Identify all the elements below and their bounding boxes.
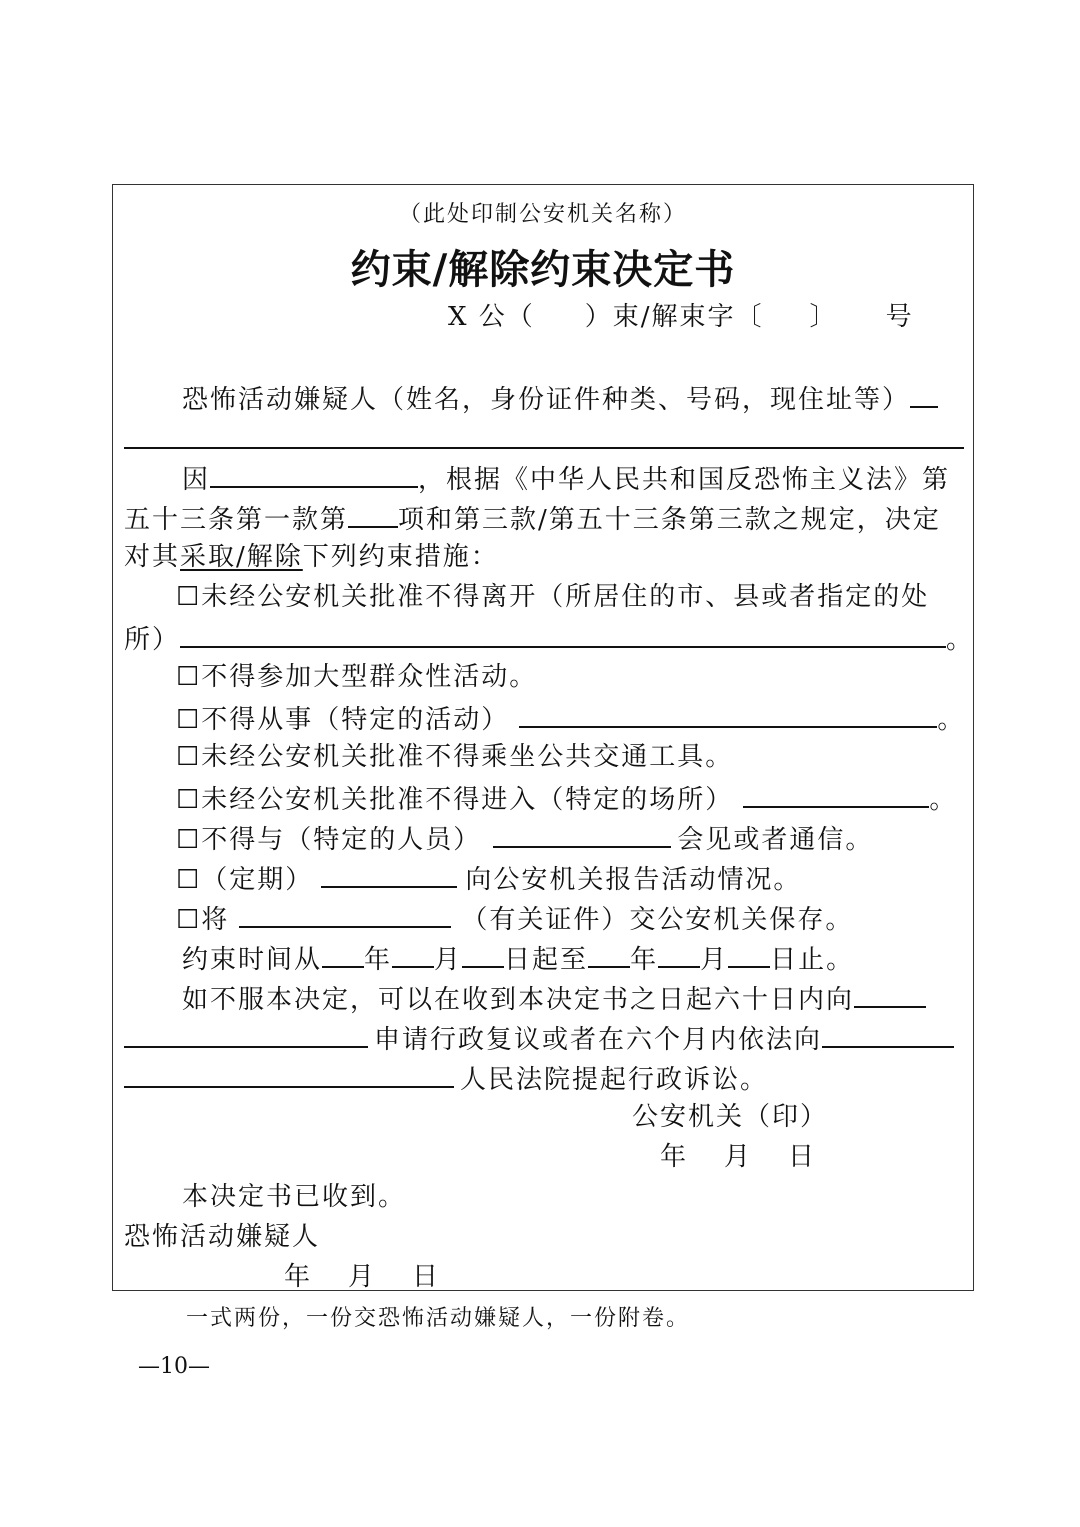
police-seal: 公安机关（印） [632, 1102, 829, 1132]
measure-intro: 对其采取/解除下列约束措施： [124, 542, 499, 572]
end-year-blank [588, 940, 630, 968]
end-day-blank [728, 940, 770, 968]
measure-meet-person: ☐不得与（特定的人员） 会见或者通信。 [176, 820, 873, 857]
restraint-period: 约束时间从 年 月 日起至 年 月 日止。 [182, 940, 854, 977]
suspect-info-continuation-line [124, 447, 964, 449]
page-number: —10— [138, 1354, 210, 1379]
document-title: 约束/解除约束决定书 [350, 246, 736, 293]
document-number: X 公（ ）束/解束字〔 〕 号 [448, 302, 914, 332]
specific-activity-blank [519, 700, 937, 728]
clause-item-blank [348, 500, 398, 528]
measure-report: ☐（定期） 向公安机关报告活动情况。 [176, 860, 801, 897]
documents-blank [239, 900, 451, 928]
measure-specific-activity: ☐不得从事（特定的活动） 。 [176, 700, 965, 737]
designated-place-blank [180, 620, 946, 648]
reason-blank [210, 460, 418, 488]
specific-place-blank [743, 780, 929, 808]
decision-form-box [112, 184, 974, 1291]
reason-line: 因 ，根据《中华人民共和国反恐怖主义法》第 [182, 460, 950, 497]
appeal-line-2: 申请行政复议或者在六个月内依法向 [124, 1020, 954, 1057]
suspect-info-line: 恐怖活动嫌疑人（姓名，身份证件种类、号码，现住址等） [182, 380, 938, 417]
measure-public-transport: ☐未经公安机关批准不得乘坐公共交通工具。 [176, 742, 734, 772]
appeal-line-3: 人民法院提起行政诉讼。 [124, 1060, 768, 1097]
measure-leave-area-cont: 所） 。 [124, 620, 974, 657]
review-authority-blank [854, 980, 926, 1008]
start-day-blank [462, 940, 504, 968]
org-name-placeholder: （此处印制公安机关名称） [398, 202, 687, 227]
specific-person-blank [493, 820, 671, 848]
court-blank [822, 1020, 954, 1048]
court-blank-cont [124, 1060, 454, 1088]
start-month-blank [392, 940, 434, 968]
measure-mass-activity: ☐不得参加大型群众性活动。 [176, 662, 538, 692]
decision-date: 年 月 日 [660, 1142, 821, 1172]
receipt-date: 年 月 日 [284, 1262, 445, 1292]
clause-line: 五十三条第一款第 项和第三款/第五十三条第三款之规定，决定 [124, 500, 941, 537]
receipt-signer: 恐怖活动嫌疑人 [124, 1222, 321, 1252]
measure-specific-place: ☐未经公安机关批准不得进入（特定的场所） 。 [176, 780, 957, 817]
copies-note: 一式两份，一份交恐怖活动嫌疑人，一份附卷。 [186, 1306, 691, 1331]
start-year-blank [322, 940, 364, 968]
measure-surrender-documents: ☐将 （有关证件）交公安机关保存。 [176, 900, 853, 937]
end-month-blank [658, 940, 700, 968]
appeal-line-1: 如不服本决定，可以在收到本决定书之日起六十日内向 [182, 980, 926, 1017]
review-authority-blank-cont [124, 1020, 368, 1048]
report-period-blank [321, 860, 457, 888]
receipt-acknowledgement: 本决定书已收到。 [182, 1182, 407, 1212]
suspect-info-blank [910, 380, 938, 408]
measure-leave-area: ☐未经公安机关批准不得离开（所居住的市、县或者指定的处 [176, 582, 930, 612]
